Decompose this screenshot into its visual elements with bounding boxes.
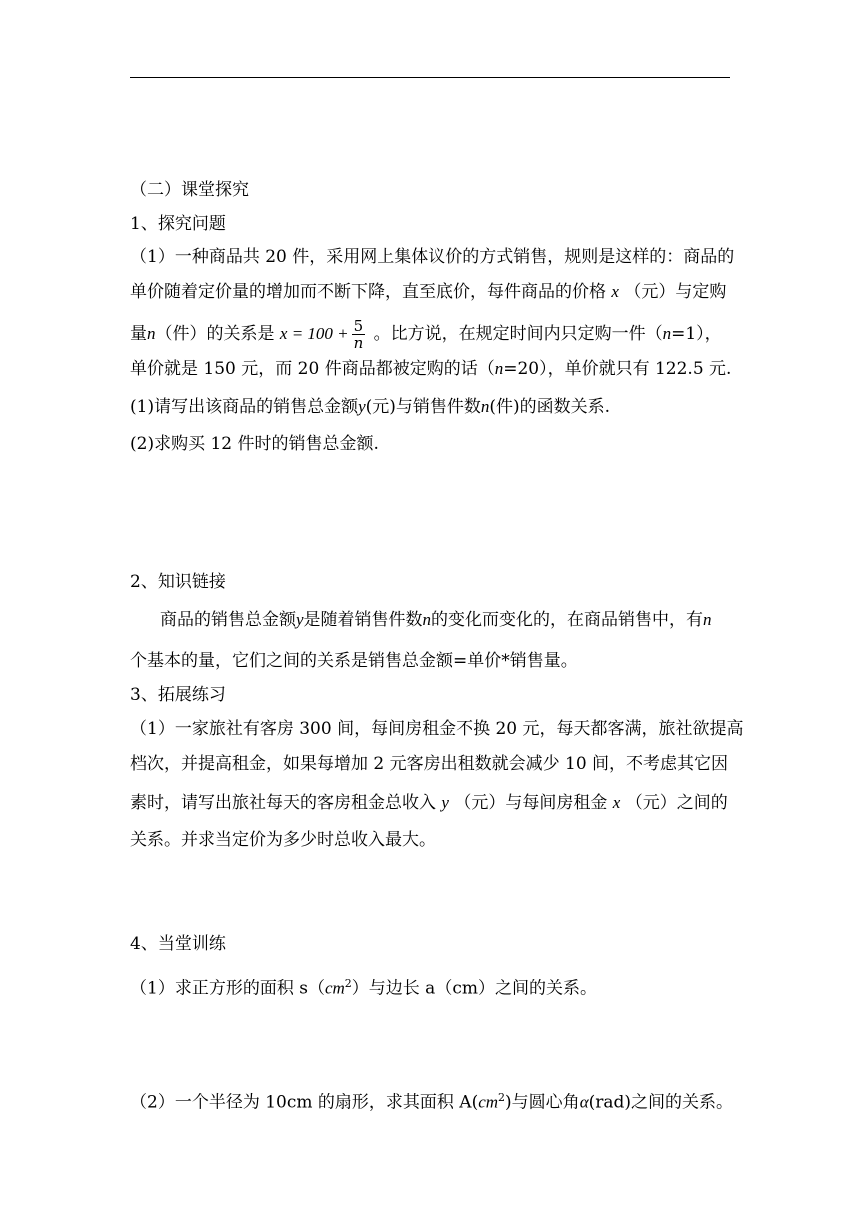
text: 素时，请写出旅社每天的客房租金总收入	[130, 793, 436, 813]
var-n: n	[480, 397, 490, 416]
knowledge-line2: 个基本的量，它们之间的关系是销售总金额=单价*销售量。	[130, 651, 578, 671]
text: ）与边长 a（cm）之间的关系。	[351, 978, 597, 999]
text: (rad)之间的关系。	[588, 1092, 734, 1113]
text: 的变化而变化的，在商品销售中，有	[431, 610, 704, 630]
section-title-classroom-inquiry: （二）课堂探究	[130, 180, 249, 200]
var-x: x	[612, 793, 621, 812]
problem1-line4	[130, 358, 731, 380]
heading-inquiry-problem: 1、探究问题	[130, 214, 226, 234]
unit-cm: cm	[324, 978, 345, 998]
practice-line4: 关系。并求当定价为多少时总收入最大。	[130, 830, 436, 850]
fraction-denominator: n	[353, 334, 364, 352]
text: =20），单价就只有 122.5 元.	[503, 359, 732, 379]
text: （元）与每间房租金	[454, 793, 608, 813]
unit-superscript: 2	[344, 977, 352, 990]
problem1-line3	[130, 318, 722, 351]
formula-fraction	[352, 318, 366, 351]
text: （件）的关系是	[155, 324, 275, 344]
practice-line2: 档次，并提高租金，如果每增加 2 元客房出租数就会减少 10 间，不考虑其它因	[130, 754, 729, 774]
text: 单价随着定价量的增加而不断下降，直至底价，每件商品的价格	[130, 282, 606, 302]
problem1-line1: （1）一种商品共 20 件，采用网上集体议价的方式销售，规则是这样的：商品的	[130, 247, 735, 267]
problem1-line2	[130, 281, 726, 303]
formula-x: x = 100 +	[279, 324, 349, 343]
header-rule	[130, 77, 730, 78]
text: （元）与定购	[624, 282, 727, 302]
var-n: n	[422, 610, 432, 629]
text: (1)请写出该商品的销售总金额	[130, 397, 359, 417]
training-part1	[130, 973, 597, 1000]
text: （1）求正方形的面积 s（	[130, 978, 325, 999]
text: 商品的销售总金额	[160, 610, 296, 630]
text: （元）之间的	[625, 793, 728, 813]
problem1-part1	[130, 396, 610, 418]
heading-knowledge-link: 2、知识链接	[130, 572, 226, 592]
var-n: n	[703, 610, 712, 629]
knowledge-line1	[160, 609, 712, 631]
text: 。比方说，在规定时间内只定购一件（	[373, 324, 663, 344]
unit-superscript: 2	[498, 1091, 506, 1104]
heading-extended-practice: 3、拓展练习	[130, 685, 226, 705]
text: 单价就是 150 元，而 20 件商品都被定购的话（	[130, 359, 495, 379]
var-y: y	[441, 793, 449, 812]
var-y: y	[358, 397, 366, 416]
heading-classroom-training: 4、当堂训练	[130, 934, 226, 954]
var-n: n	[662, 324, 672, 343]
practice-line1: （1）一家旅社有客房 300 间，每间房租金不换 20 元，每天都客满，旅社欲提高	[130, 719, 744, 739]
problem1-part2: (2)求购买 12 件时的销售总金额.	[130, 434, 379, 454]
var-y: y	[296, 610, 304, 629]
text: (元)与销售件数	[365, 397, 481, 417]
practice-line3	[130, 792, 728, 814]
fraction-numerator: 5	[353, 317, 364, 335]
var-n: n	[147, 324, 156, 343]
text: =1），	[671, 324, 722, 344]
text: )与圆心角	[505, 1092, 580, 1113]
training-part2	[130, 1087, 733, 1114]
unit-cm: cm	[478, 1092, 499, 1112]
text: 是随着销售件数	[303, 610, 423, 630]
var-alpha: α	[579, 1092, 589, 1112]
var-x: x	[611, 282, 619, 301]
text: 量	[130, 324, 147, 344]
var-n: n	[494, 359, 504, 378]
text: (件)的函数关系.	[489, 397, 611, 417]
text: （2）一个半径为 10cm 的扇形，求其面积 A(	[130, 1092, 479, 1113]
